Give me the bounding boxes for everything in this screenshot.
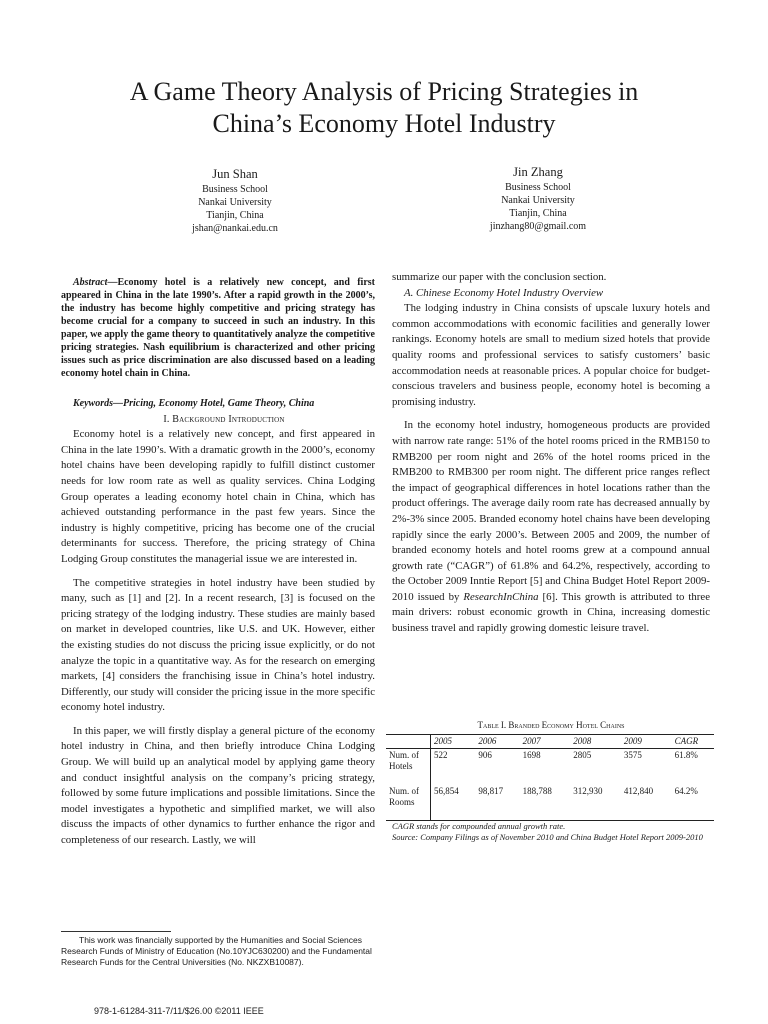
table-cell: 56,854: [434, 785, 459, 796]
table-header-cell: [386, 735, 431, 749]
table-header-cell: 2009: [623, 736, 642, 746]
table-row: [386, 749, 714, 785]
author-block-1: [110, 166, 360, 235]
table-notes: [392, 821, 710, 843]
table-cell: 522: [434, 750, 448, 760]
hotel-chains-table: [386, 734, 714, 821]
table-header-row: [386, 735, 714, 749]
table-cell: Num. of Rooms: [386, 785, 431, 821]
body-paragraph: The lodging industry in China consists of upscale luxury hotels and common accommodations with economic facilities and generally lower rankings. Economy hotels are small to medium sized hotels that provide quality rooms and professional services to satisfy customers’ basic accommodation needs at reasonable prices. A popular choice for budget-conscious travelers and business people, economy hotel is becoming a promising industry.: [392, 302, 710, 408]
table-header-cell: 2008: [573, 736, 592, 746]
table-title: Table I. Branded Economy Hotel Chains: [477, 720, 625, 730]
abstract: [61, 276, 375, 380]
table-header-cell: 2006: [478, 736, 497, 746]
publisher-name: ResearchInChina: [463, 590, 539, 603]
author-city: Tianjin, China: [206, 210, 264, 221]
author-university: Nankai University: [198, 197, 272, 208]
body-paragraph: The competitive strategies in hotel industry have been studied by many, such as [1] and [2]. In a recent research, [3] is focused on the pricing strategy of the lodging industry. These studies are mainly based on market in developed countries, like U.S. and UK. However, either the existing studies do not discuss the pricing issue explicitly, or do not analyze the topic in a quantitative way. As for the research on emerging markets, [4] considers the franchising issue in China’s hotel industry. Differently, our study will consider the pricing issue in the more specific economy hotel industry.: [61, 576, 375, 714]
paper-title: [40, 76, 728, 140]
author-name: Jun Shan: [212, 167, 258, 181]
body-paragraph: Economy hotel is a relatively new concept, and first appeared in China in the late 1990’s. With a dramatic growth in the 2000’s, economy hotel chains have been developing rapidly to fulfill distinct customer needs for low room rate as well as quality services. China Lodging Group operates a leading economy hotel chain in China, which has achieved outstanding performance in the past few years. Since the industry is highly competitive, pricing has become one of the crucial determinants for success. Therefore, the pricing strategy of China Lodging Group constitutes the managerial issue we are interested in.: [61, 428, 375, 565]
paragraph-tail: [6]. This growth is attributed to three main drivers: robust economic growth in China, increasing domestic business travel and rapidly growing domestic leisure travel.: [392, 590, 710, 635]
funding-footnote: This work was financially supported by the Humanities and Social Sciences Research Funds of Ministry of Education (No.10YJC630200) and the Fundamental Research Funds for the Central Universities (No. NKZXB10087).: [61, 935, 372, 967]
body-paragraph: In this paper, we will firstly display a general picture of the economy hotel industry in China, and then briefly introduce China Lodging Group. We will build up an analytical model by applying game theory and conduct insightful analysis on the company’s pricing strategy, followed by some future implications and possible limitations. Since the model investigates a hypothetic and simplified market, we will also discuss the impacts of other dynamics to further enhance the rigor and completeness of our research. Lastly, we will: [61, 724, 375, 847]
table-cell: 1698: [522, 750, 541, 760]
author-city: Tianjin, China: [509, 208, 567, 219]
table-row: [386, 785, 714, 821]
body-paragraph-continued: summarize our paper with the conclusion section.: [392, 271, 607, 283]
table-header-cell: 2007: [522, 736, 541, 746]
table-cell: 64.2%: [674, 785, 698, 796]
body-paragraph: [392, 418, 710, 636]
table-cell: 3575: [623, 750, 642, 760]
table-cell: 312,930: [573, 785, 603, 796]
right-column: [392, 270, 710, 637]
author-university: Nankai University: [501, 195, 575, 206]
table-header-cell: 2005: [434, 736, 452, 746]
table-note: CAGR stands for compounded annual growth rate.: [392, 821, 566, 831]
left-column: [61, 276, 375, 849]
author-affiliation: Business School: [202, 184, 268, 195]
subsection-heading: A. Chinese Economy Hotel Industry Overview: [404, 286, 604, 299]
table-header-cell: CAGR: [674, 736, 699, 746]
title-line-2: China’s Economy Hotel Industry: [212, 109, 556, 138]
keywords-lead: Keywords: [73, 398, 113, 409]
author-email[interactable]: jshan@nankai.edu.cn: [192, 223, 278, 234]
table-cell: 188,788: [522, 785, 552, 796]
table-source-note: Source: Company Filings as of November 2010 and China Budget Hotel Report 2009-2010: [392, 832, 703, 842]
section-heading: I. Background Introduction: [163, 413, 285, 425]
keywords-text: —Pricing, Economy Hotel, Game Theory, China: [113, 398, 315, 409]
abstract-lead: Abstract: [73, 277, 108, 288]
copyright-line: 978-1-61284-311-7/11/$26.00 ©2011 IEEE: [94, 1006, 264, 1016]
author-name: Jin Zhang: [513, 165, 563, 179]
table-cell: 412,840: [623, 785, 654, 796]
footnote-divider: [61, 931, 171, 932]
title-line-1: A Game Theory Analysis of Pricing Strategies in: [129, 77, 639, 106]
table-cell: 61.8%: [674, 750, 698, 760]
paragraph-text: In the economy hotel industry, homogeneous products are provided with narrow rate range: 51% of the hotel rooms priced in the RMB150 to RMB200 per room night and 26% of the hotel rooms priced in the RMB200 to RMB300 per room night. The different price ranges reflect the impact of geographical differences in hotel locations rather than the product offerings. The average daily room rate has decreased annually by 2%-3% since 2005. Branded economy hotel chains have been developing rapidly since the early 2000’s. Between 2005 and 2009, the number of branded economy hotels and hotel rooms grew at a compound annual growth rate (“CAGR”) of 61.8% and 64.2%, respectively, according to the October 2009 Inntie Report [5] and China Budget Hotel Report 2009-2010 issued by: [392, 419, 710, 603]
table-cell: 2805: [573, 750, 592, 760]
table-cell: Num. of Hotels: [386, 749, 431, 785]
author-affiliation: Business School: [505, 182, 571, 193]
table-cell: 906: [478, 750, 492, 760]
abstract-text: —Economy hotel is a relatively new concept, and first appeared in China in the late 1990’s. After a rapid growth in the 2000’s, the industry has become highly competitive and pricing strategy has become crucial for a company to succeed in such an industry. In this paper, we apply the game theory to quantitatively analyze the competitive pricing strategies. Nash equilibrium is characterized and other pricing issues such as price discrimination are also discussed based on a leading economy hotel chain in China.: [61, 277, 375, 379]
author-email[interactable]: jinzhang80@gmail.com: [489, 221, 587, 232]
table-cell: 98,817: [478, 785, 504, 796]
author-block-2: [413, 164, 663, 233]
keywords: [61, 396, 375, 412]
